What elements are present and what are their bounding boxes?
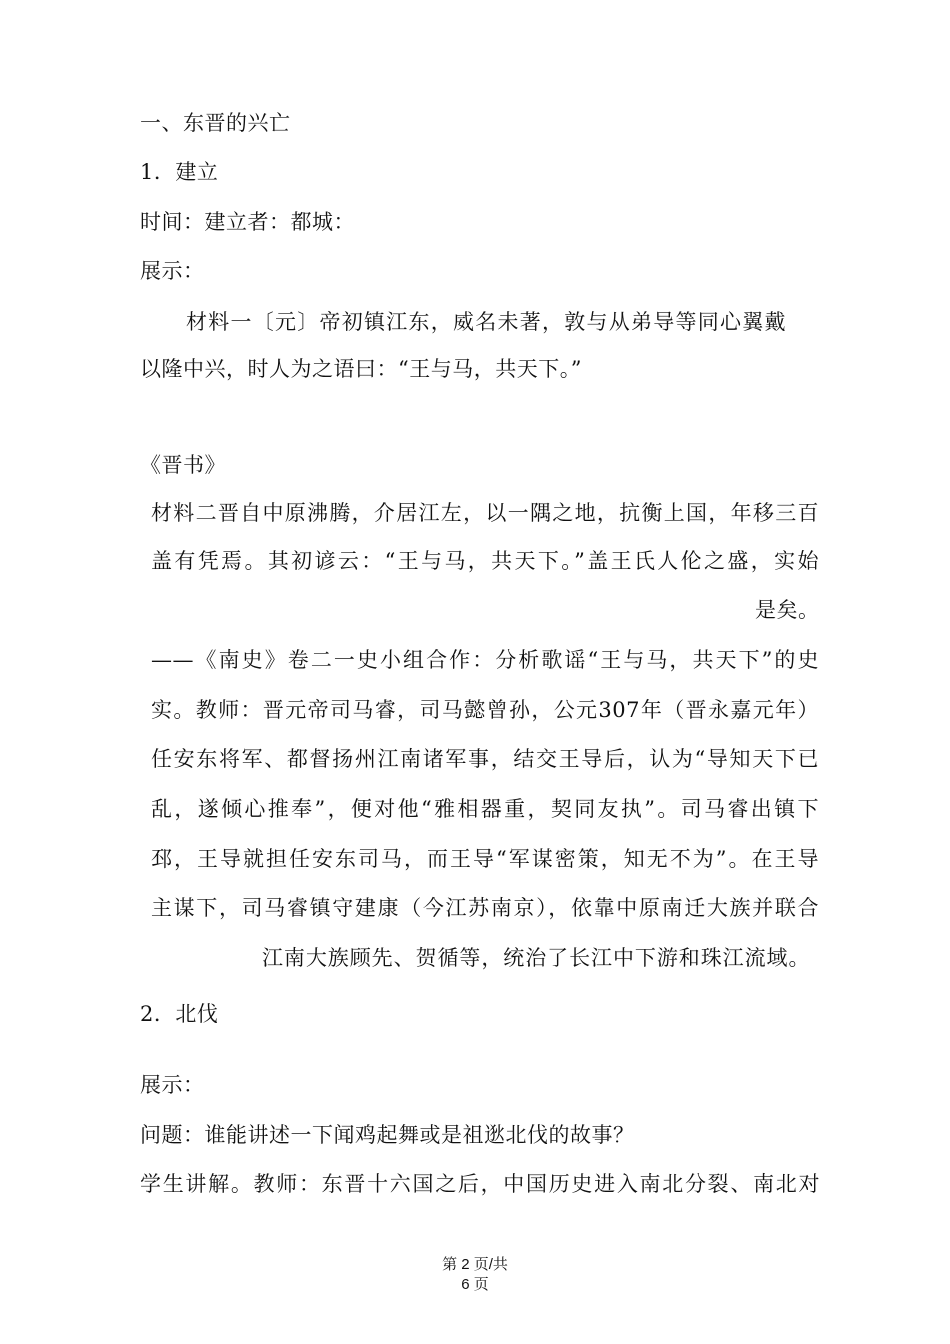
- material2-line3: 是矣。: [755, 598, 820, 622]
- teacher-line7: 江南大族顾先、贺循等，统治了长江中下游和珠江流域。: [262, 946, 810, 970]
- display-label: 展示：: [140, 259, 205, 283]
- material2-line1: 材料二晋自中原沸腾，介居江左，以一隅之地，抗衡上国，年移三百: [151, 501, 819, 525]
- material1-line1: 材料一〔元〕帝初镇江东，威名未著，敦与从弟导等同心翼戴: [186, 310, 786, 334]
- section-heading: 一、东晋的兴亡: [140, 111, 291, 135]
- material2-line2: 盖有凭焉。其初谚云：“王与马，共天下。”盖王氏人伦之盛，实始: [151, 549, 819, 573]
- page-number-line2: 6 页: [461, 1276, 489, 1293]
- subsection-heading-establishment: 1．建立: [140, 160, 219, 184]
- subsection-heading-northern-expedition: 2．北伐: [140, 1002, 219, 1026]
- teacher-line6: 主谋下，司马睿镇守建康（今江苏南京），依靠中原南迁大族并联合: [151, 896, 819, 920]
- teacher-line1: ——《南史》卷二一史小组合作：分析歌谣“王与马，共天下”的史: [151, 648, 819, 672]
- page-number-line1: 第 2 页/共: [442, 1256, 508, 1273]
- teacher-line4: 乱，遂倾心推奉”，便对他“雅相器重，契同友执”。司马睿出镇下: [151, 797, 819, 821]
- question-line: 问题：谁能讲述一下闻鸡起舞或是祖逖北伐的故事？: [140, 1123, 635, 1147]
- teacher-line3: 任安东将军、都督扬州江南诸军事，结交王导后，认为“导知天下已: [151, 747, 819, 771]
- student-line: 学生讲解。教师：东晋十六国之后，中国历史进入南北分裂、南北对: [140, 1172, 820, 1196]
- teacher-line5: 邳，王导就担任安东司马，而王导“军谋密策，知无不为”。在王导: [151, 847, 819, 871]
- display-label: 展示：: [140, 1073, 205, 1097]
- teacher-line2: 实。教师：晋元帝司马睿，司马懿曾孙，公元307年（晋永嘉元年）: [151, 698, 819, 722]
- material1-line2: 以隆中兴，时人为之语曰：“王与马，共天下。”: [140, 357, 582, 381]
- source-citation: 《晋书》: [140, 453, 226, 477]
- fields-line: 时间：建立者：都城：: [140, 210, 355, 234]
